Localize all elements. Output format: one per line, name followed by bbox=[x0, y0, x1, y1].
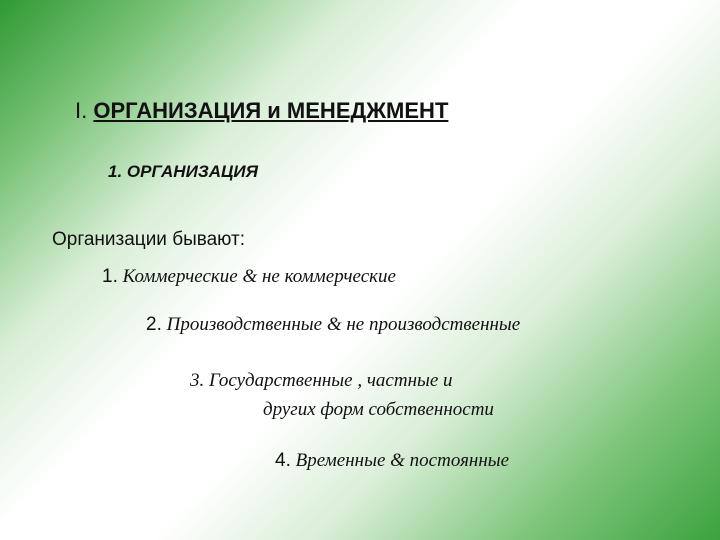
list-item-continuation: других форм собственности bbox=[263, 399, 494, 420]
list-item-number: 2. bbox=[146, 314, 162, 335]
list-item-text: Временные & постоянные bbox=[290, 450, 510, 471]
heading-title: ОРГАНИЗАЦИЯ и МЕНЕДЖМЕНТ bbox=[93, 98, 449, 123]
list-item bbox=[102, 266, 396, 288]
list-item bbox=[146, 314, 520, 336]
list-item-number: 3. bbox=[190, 370, 205, 391]
intro-text: Организации бывают: bbox=[52, 229, 245, 250]
list-item bbox=[275, 450, 509, 472]
list-item-text: Производственные & не производственные bbox=[161, 314, 521, 335]
list-item-number: 4. bbox=[275, 450, 291, 471]
list-item-text: Государственные , частные и bbox=[204, 370, 453, 391]
list-item bbox=[190, 370, 453, 392]
list-item-number: 1. bbox=[102, 266, 118, 287]
heading-roman-numeral: I. bbox=[75, 98, 88, 123]
slide-heading bbox=[75, 98, 448, 124]
slide-subheading: 1. ОРГАНИЗАЦИЯ bbox=[108, 162, 259, 181]
list-item-text: Коммерческие & не коммерческие bbox=[117, 266, 396, 287]
